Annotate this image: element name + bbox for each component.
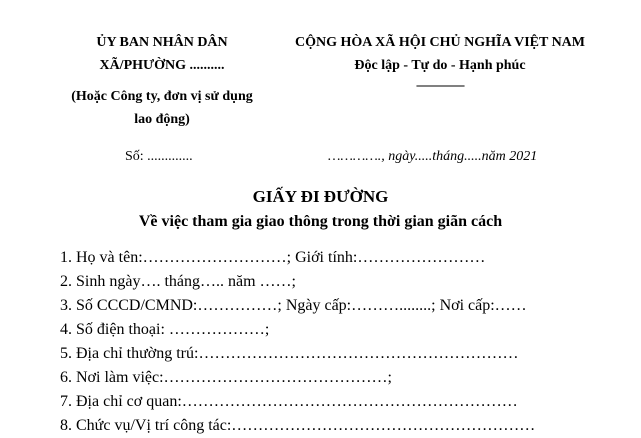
issuer-name: ỦY BAN NHÂN DÂN: [96, 35, 228, 50]
field-permanent-address: 5. Địa chỉ thường trú:……………………………………………………: [60, 345, 519, 362]
document-title: GIẤY ĐI ĐƯỜNG: [252, 187, 389, 206]
nation-title: CỘNG HÒA XÃ HỘI CHỦ NGHĨA VIỆT NAM: [294, 35, 585, 50]
field-office-address: 7. Địa chỉ cơ quan:………………………………………………………: [60, 393, 518, 410]
field-phone: 4. Số điện thoại: ………………;: [60, 321, 270, 338]
field-birth-date: 2. Sinh ngày…. tháng….. năm ……;: [60, 273, 296, 290]
field-position: 8. Chức vụ/Vị trí công tác:…………………………………………………: [60, 417, 536, 434]
issuer-ward: XÃ/PHƯỜNG ..........: [99, 58, 225, 73]
nation-motto: Độc lập - Tự do - Hạnh phúc: [354, 58, 526, 73]
issuer-alt-line1: (Hoặc Công ty, đơn vị sử dụng: [71, 89, 253, 104]
field-id-card: 3. Số CCCD/CMND:……………; Ngày cấp:………........; Nơi cấp:……: [60, 297, 527, 314]
document-date: …………., ngày.....tháng.....năm 2021: [328, 149, 538, 164]
field-workplace: 6. Nơi làm việc:……………………………………;: [60, 369, 392, 386]
header-separator: ----------------: [416, 78, 464, 92]
issuer-alt-line2: lao động): [134, 112, 190, 127]
field-full-name: 1. Họ và tên:………………………; Giới tính:……………………: [60, 249, 486, 266]
document-subtitle: Về việc tham gia giao thông trong thời gian giãn cách: [138, 213, 503, 230]
document-number: Số: .............: [125, 149, 193, 164]
